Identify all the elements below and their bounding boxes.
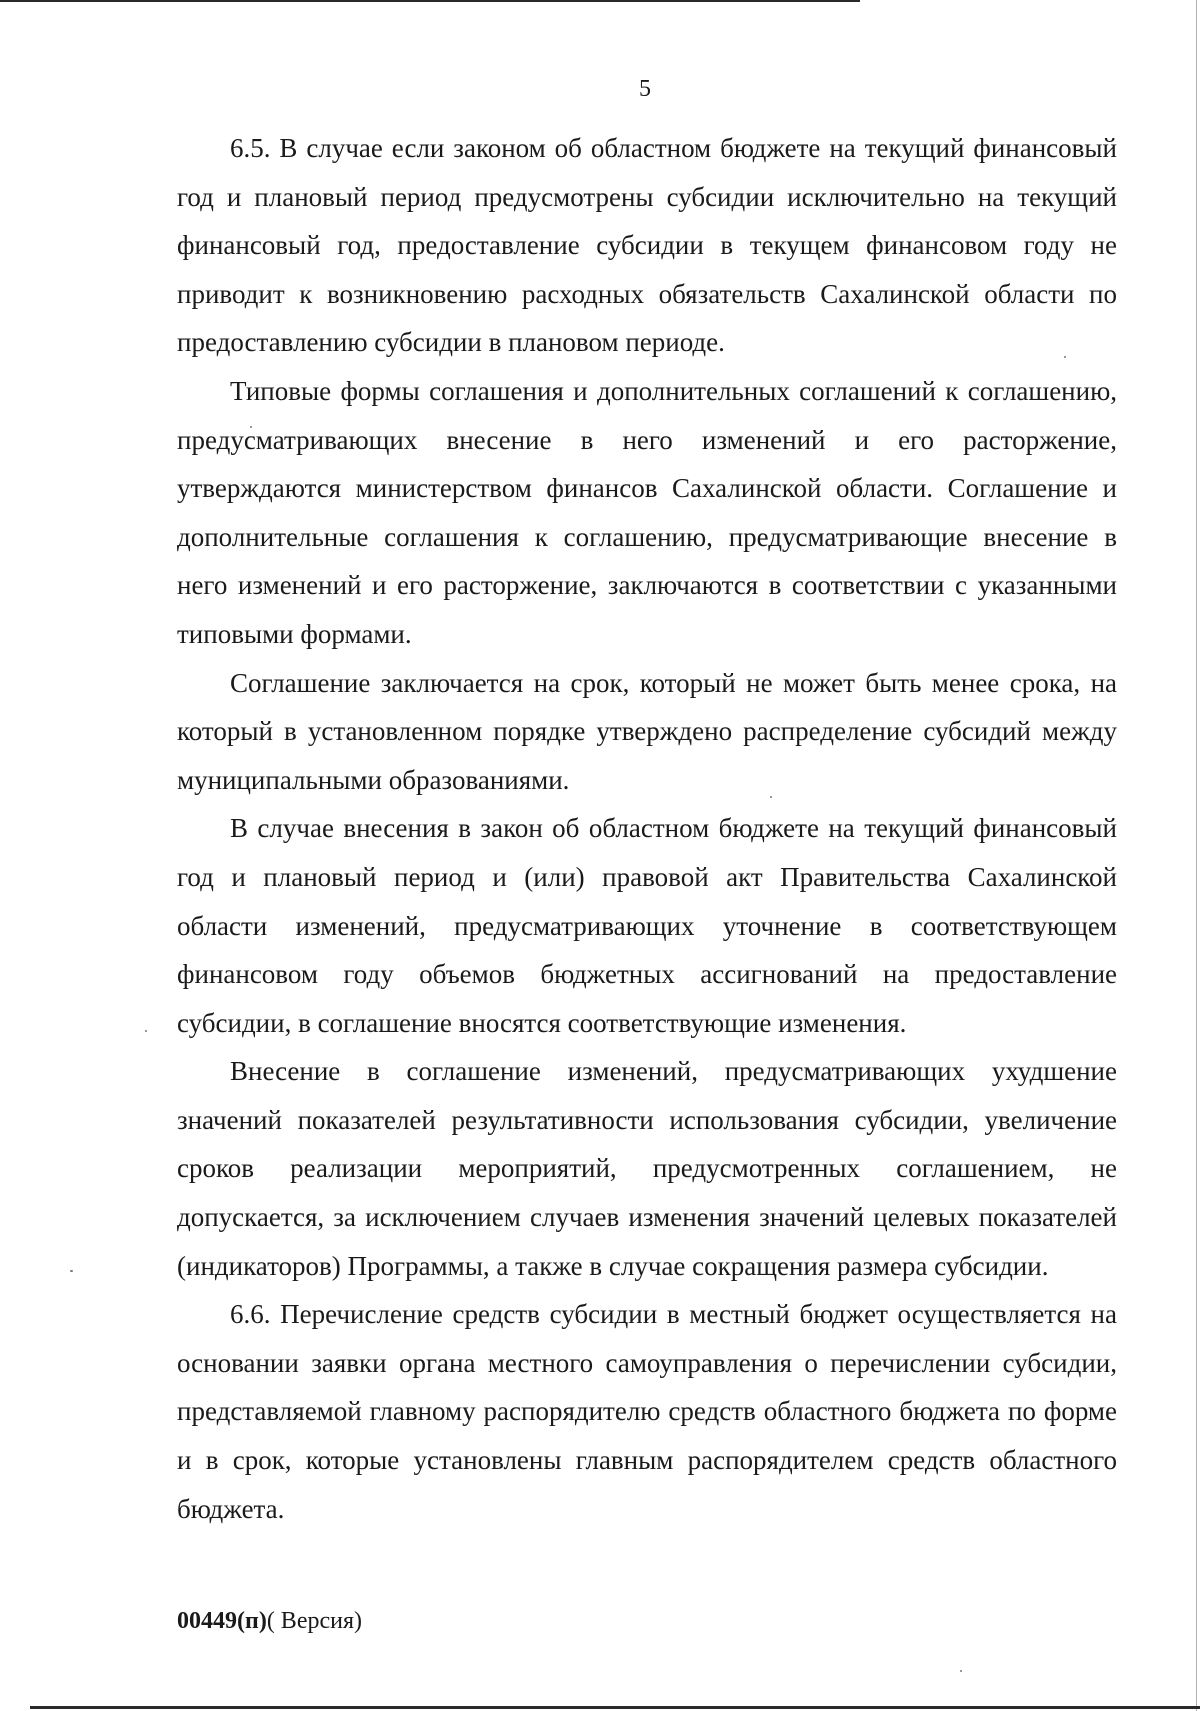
scan-edge-top (0, 0, 860, 2)
paragraph-budget-changes: В случае внесения в закон об областном бюджете на текущий финансовый год и плановый период и (или) правовой акт Правительства Сахалинской области изменений, предусматривающих уточнение в соответствующем финансовом году объемов бюджетных ассигнований на предоставление субсидии, в соглашение вносятся соответствующие изменения. (177, 813, 1117, 1038)
scan-edge-right (1196, 0, 1197, 1711)
scan-speck (70, 1270, 73, 1272)
document-footer (177, 1608, 362, 1635)
document-version: ( Версия) (266, 1608, 362, 1634)
paragraph-6-5: 6.5. В случае если законом об областном бюджете на текущий финансовый год и плановый период предусмотрены субсидии исключительно на текущий финансовый год, предоставление субсидии в текущем финансовом году не приводит к возникновению расходных обязательств Сахалинской области по предоставлению субсидии в плановом периоде. (177, 133, 1117, 358)
document-code: 00449(п) (177, 1608, 267, 1634)
scan-speck (145, 1030, 147, 1032)
paragraph-amendment-restrictions: Внесение в соглашение изменений, предусматривающих ухудшение значений показателей результативности использования субсидии, увеличение сроков реализации мероприятий, предусмотренных соглашением, не допускается, за исключением случаев изменения значений целевых показателей (индикаторов) Программы, а также в случае сокращения размера субсидии. (177, 1056, 1117, 1281)
paragraph-6-6: 6.6. Перечисление средств субсидии в местный бюджет осуществляется на основании заявки органа местного самоуправления о перечислении субсидии, представляемой главному распорядителю средств областного бюджета по форме и в срок, которые установлены главным распорядителем средств областного бюджета. (177, 1299, 1117, 1524)
scan-edge-bottom (30, 1706, 1200, 1709)
document-body (177, 124, 1117, 1533)
paragraph-agreement-term: Соглашение заключается на срок, который не может быть менее срока, на который в установленном порядке утверждено распределение субсидий между муниципальными образованиями. (177, 667, 1117, 795)
scan-speck (960, 1670, 962, 1672)
page-number: 5 (639, 76, 651, 102)
paragraph-typical-forms: Типовые формы соглашения и дополнительных соглашений к соглашению, предусматривающих внесение в него изменений и его расторжение, утверждаются министерством финансов Сахалинской области. Соглашение и дополнительные соглашения к соглашению, предусматривающие внесение в него изменений и его расторжение, заключаются в соответствии с указанными типовыми формами. (177, 375, 1117, 649)
